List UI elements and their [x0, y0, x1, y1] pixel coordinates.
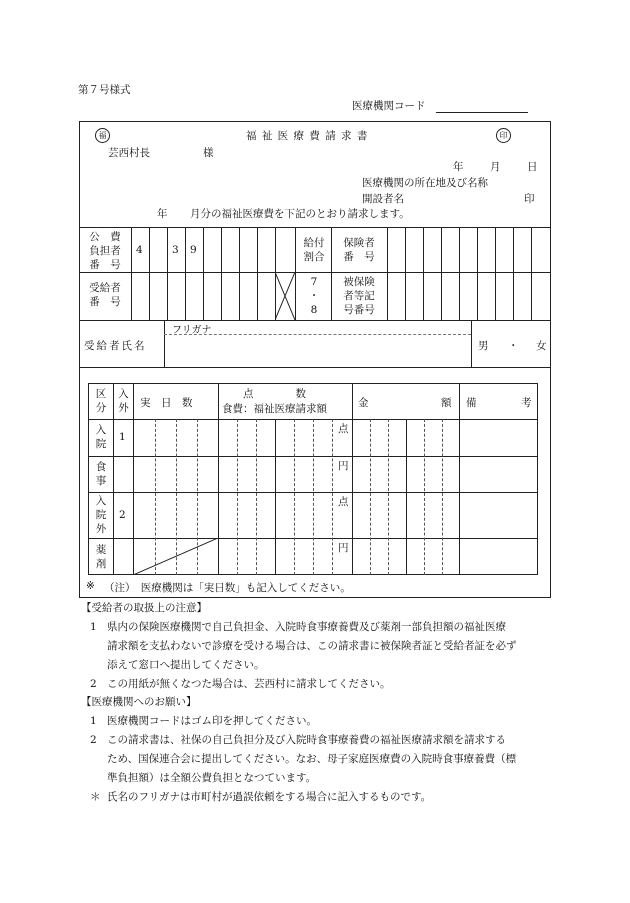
recipient-note-1-line-2: 請求額を支払わないで診療を受ける場合は、この請求書に被保険者証と受給者証を必ず [107, 640, 517, 652]
benefit-ratio-label: 給付 割合 [303, 237, 325, 263]
insurer-number-label: 保険者 番 号 [343, 237, 375, 263]
institution-note-2-num: 2 [90, 734, 97, 746]
form-number: 第７号様式 [78, 84, 131, 96]
request-text: 月分の福祉医療費を下記のとおり請求します。 [190, 208, 410, 220]
institution-location-name[interactable]: 医療機関の所在地及び名称 [362, 177, 488, 189]
insured-card-label: 被保険 者等記 号番号 [343, 276, 375, 316]
row-outpatient-unit: 点 [338, 496, 349, 508]
addressee: 芸西村長 [108, 147, 150, 159]
crossed-cell [275, 272, 295, 320]
asterisk-note: 氏名のフリガナは市町村が過誤依頼をする場合に記入するものです。 [107, 791, 432, 803]
date-year[interactable]: 年 [453, 161, 464, 173]
recipient-name-label: 受給者氏名 [84, 340, 147, 352]
header-points: 点 数 [243, 388, 306, 400]
row-inpatient-category: 入 院 [95, 424, 107, 450]
institution-note-2-line-1: この請求書は、社保の自己負担分及び入院時食事療養費の福祉医療請求額を請求する [107, 734, 506, 746]
recipient-number-label: 受給者 番 号 [89, 282, 121, 308]
benefit-ratio-values[interactable]: 7 ・ 8 [308, 276, 320, 316]
institution-code-line[interactable] [436, 112, 528, 113]
payer-digit-1[interactable]: 4 [136, 244, 143, 256]
recipient-note-1-line-3: 添えて窓口へ提出してください。 [107, 659, 265, 671]
row-inpatient-code: 1 [119, 431, 126, 443]
gender-dot: ・ [508, 340, 519, 352]
institution-note-1-line-1: 医療機関コードはゴム印を押してください。 [107, 715, 317, 727]
gender-male[interactable]: 男 [478, 340, 489, 352]
seal-right-icon: 印 [496, 128, 511, 143]
recipient-note-1-num: 1 [90, 621, 97, 633]
institution-code-label: 医療機関コード [352, 100, 426, 112]
drug-days-diagonal [133, 538, 218, 575]
founder-name[interactable]: 開設者名 [362, 193, 404, 205]
footnote-mark: ※ [86, 580, 95, 592]
header-category: 区 分 [95, 388, 107, 414]
header-remarks-right: 考 [521, 397, 532, 409]
asterisk-mark: ＊ [90, 791, 101, 803]
institution-note-2-line-2: ため、国保連合会に提出してください。なお、母子家庭医療費の入院時食事療養費（標 [107, 753, 517, 765]
payer-digit-3[interactable]: 3 [172, 244, 179, 256]
header-amount-right: 額 [441, 397, 452, 409]
recipient-note-1-line-1: 県内の保険医療機関で自己負担金、入院時食事療養費及び薬剤一部負担額の福祉医療 [107, 621, 506, 633]
institution-note-1-num: 1 [90, 715, 97, 727]
row-inpatient-unit: 点 [338, 423, 349, 435]
recipient-note-2-num: 2 [90, 678, 97, 690]
header-remarks-left: 備 [466, 397, 477, 409]
row-outpatient-category: 入 院 外 [95, 495, 107, 535]
form-title: 福 祉 医 療 費 請 求 書 [246, 130, 369, 142]
recipient-name-field[interactable] [168, 340, 466, 362]
footnote: （注） 医療機関は「実日数」も記入してください。 [104, 582, 351, 594]
request-year[interactable]: 年 [157, 208, 168, 220]
row-drug-unit: 円 [338, 542, 349, 554]
row-meal-category: 食 事 [95, 461, 107, 487]
header-amount-left: 金 [358, 397, 369, 409]
seal-left-icon: 福 [95, 128, 110, 143]
row-outpatient-code: 2 [119, 509, 126, 521]
header-days: 実 日 数 [140, 397, 193, 409]
institution-notes-heading: 【医療機関へのお願い】 [81, 696, 197, 708]
recipient-notes-heading: 【受給者の取扱上の注意】 [81, 602, 207, 614]
honorific: 様 [203, 147, 214, 159]
institution-note-2-line-3: 準負担額）は全額公費負担となつています。 [107, 772, 317, 784]
payer-digit-4[interactable]: 9 [190, 244, 197, 256]
row-drug-category: 薬 剤 [95, 544, 107, 570]
header-meal-amount: 食費：福祉医療請求額 [222, 403, 327, 415]
header-in-out: 入 外 [118, 388, 129, 414]
row-meal-unit: 円 [338, 460, 349, 472]
recipient-note-2-line-1: この用紙が無くなつた場合は、芸西村に請求してください。 [107, 678, 391, 690]
gender-female[interactable]: 女 [536, 340, 547, 352]
payer-number-label: 公 費 負担者 番 号 [89, 231, 121, 271]
date-day[interactable]: 日 [527, 161, 538, 173]
seal-mark: 印 [524, 193, 535, 205]
date-month[interactable]: 月 [490, 161, 501, 173]
furigana-label: フリガナ [172, 325, 212, 336]
